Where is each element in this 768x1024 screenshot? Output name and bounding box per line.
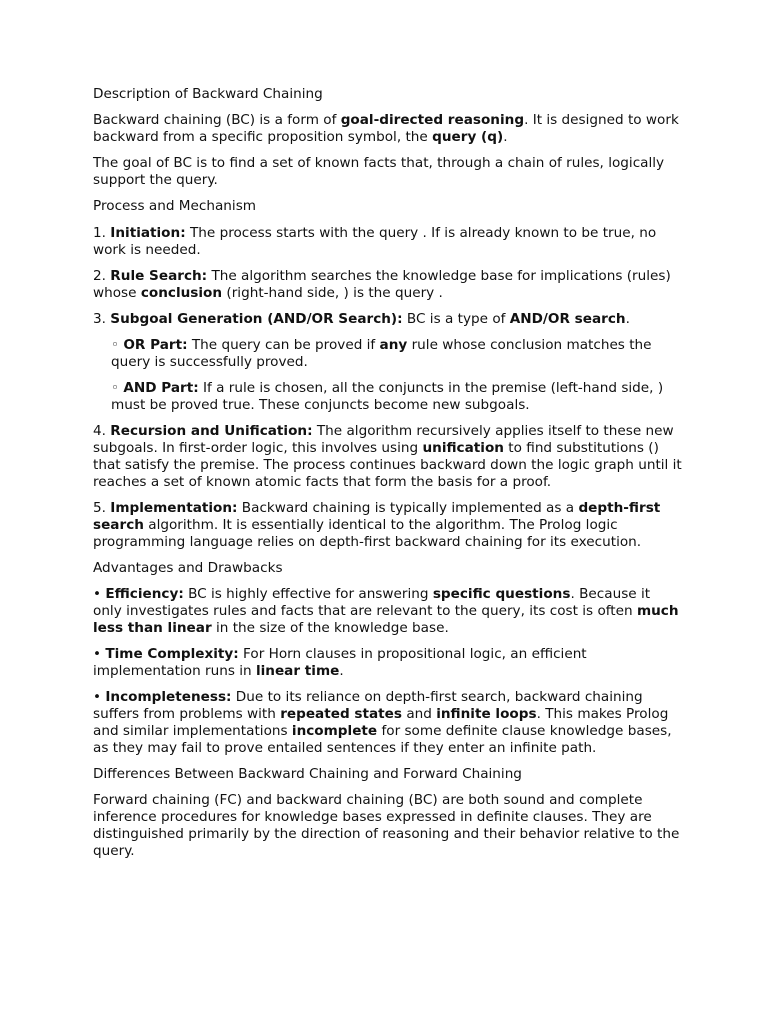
bold-text: linear time (255, 663, 340, 680)
text-run: . It is designed to work backward from a specific proposition symbol, the (93, 112, 679, 146)
bold-text: OR Part: (123, 337, 188, 354)
process-item (93, 225, 683, 259)
bold-text: Efficiency: (105, 586, 184, 603)
text-run: . (625, 310, 630, 327)
document-page (93, 86, 683, 869)
bold-text: Implementation: (110, 500, 238, 517)
text-run: . This makes Prolog and similar implementations (93, 706, 669, 739)
process-item (93, 311, 683, 328)
bold-text: much less than linear (93, 603, 679, 636)
bold-text: query (q) (432, 129, 504, 146)
advantages-list (93, 586, 683, 756)
bold-text: Subgoal Generation (AND/OR Search): (110, 310, 403, 327)
text-run: Due to its reliance on depth-first search, backward chaining suffers from problems with (93, 689, 643, 723)
intro-paragraph (93, 155, 683, 189)
bold-text: Rule Search: (110, 267, 208, 284)
text-run: • (93, 689, 106, 706)
text-run: 4. (93, 423, 111, 440)
bold-text: conclusion (140, 284, 223, 301)
intro-paragraph (93, 112, 683, 146)
text-run: (right-hand side, ) is the query . (222, 284, 443, 301)
text-run: . (339, 663, 344, 680)
text-run: to find substitutions () that satisfy the premise. The process continues backward down the logic graph until it reaches a set of known atomic facts that form the basis for a proof. (93, 440, 682, 490)
bold-text: incomplete (291, 722, 378, 739)
text-run: 2. (93, 267, 111, 284)
text-run: For Horn clauses in propositional logic, an efficient implementation runs in (93, 646, 587, 680)
advantage-item (93, 586, 683, 636)
bold-text: any (379, 337, 408, 354)
text-run: The process starts with the query . If is already known to be true, no work is needed. (93, 224, 657, 258)
advantage-item (93, 689, 683, 756)
process-item (93, 500, 683, 550)
text-run: . Because it only investigates rules and facts that are relevant to the query, its cost is often (93, 586, 651, 620)
text-run: algorithm. It is essentially identical to the algorithm. The Prolog logic programming language relies on depth-first backward chaining for its execution. (93, 516, 642, 550)
bold-text: Initiation: (110, 224, 186, 241)
document-title: Description of Backward Chaining (93, 86, 323, 102)
text-run: rule whose conclusion matches the query is successfully proved. (111, 337, 652, 371)
text-run: ◦ (111, 337, 124, 354)
process-subitem (93, 380, 683, 414)
bold-text: Incompleteness: (105, 689, 232, 706)
text-run: in the size of the knowledge base. (211, 619, 449, 636)
bold-text: Recursion and Unification: (110, 423, 313, 440)
process-list (93, 225, 683, 551)
bold-text: goal-directed reasoning (340, 112, 525, 129)
process-item (93, 423, 683, 490)
bold-text: repeated states (280, 706, 402, 723)
bold-text: infinite loops (436, 706, 537, 723)
text-run: The goal of BC is to find a set of known facts that, through a chain of rules, logically support the query. (93, 155, 665, 189)
text-run: If a rule is chosen, all the conjuncts in the premise (left-hand side, ) must be proved true. These conjuncts become new subgoals. (111, 380, 664, 414)
bold-text: depth-first search (93, 500, 661, 533)
text-run: BC is a type of (402, 310, 510, 327)
differences-section (93, 792, 683, 859)
process-subitem (93, 337, 683, 371)
intro-section (93, 112, 683, 189)
text-run: Backward chaining is typically implemented as a (237, 500, 579, 517)
advantage-item (93, 646, 683, 680)
text-run: • (93, 646, 106, 663)
text-run: and (402, 706, 437, 723)
section-heading-differences: Differences Between Backward Chaining and Forward Chaining (93, 766, 522, 782)
text-run: ◦ (111, 380, 124, 397)
text-run: Backward chaining (BC) is a form of (93, 112, 341, 129)
text-run: The algorithm searches the knowledge base for implications (rules) whose (93, 267, 671, 301)
section-heading-process: Process and Mechanism (93, 198, 257, 215)
bold-text: Time Complexity: (105, 646, 239, 663)
text-run: • (93, 586, 106, 603)
bold-text: unification (422, 440, 504, 457)
text-run: 3. (93, 310, 111, 327)
section-heading-advantages: Advantages and Drawbacks (93, 560, 283, 577)
text-run: . (503, 129, 508, 146)
text-run: 5. (93, 500, 111, 517)
differences-paragraph (93, 792, 683, 859)
text-run: Forward chaining (FC) and backward chaining (BC) are both sound and complete inference procedures for knowledge bases expressed in definite clauses. They are distinguished primarily by the direction of reasoning and their behavior relative to the query. (93, 792, 680, 859)
process-item (93, 268, 683, 302)
text-run: The algorithm recursively applies itself to these new subgoals. In first-order logic, this involves using (93, 423, 674, 457)
bold-text: AND Part: (123, 380, 199, 397)
text-run: 1. (93, 224, 111, 241)
text-run: for some definite clause knowledge bases, as they may fail to prove entailed sentences if they enter an infinite path. (93, 722, 672, 756)
bold-text: AND/OR search (509, 310, 626, 327)
bold-text: specific questions (432, 586, 571, 603)
text-run: The query can be proved if (187, 337, 380, 354)
text-run: BC is highly effective for answering (183, 586, 433, 603)
